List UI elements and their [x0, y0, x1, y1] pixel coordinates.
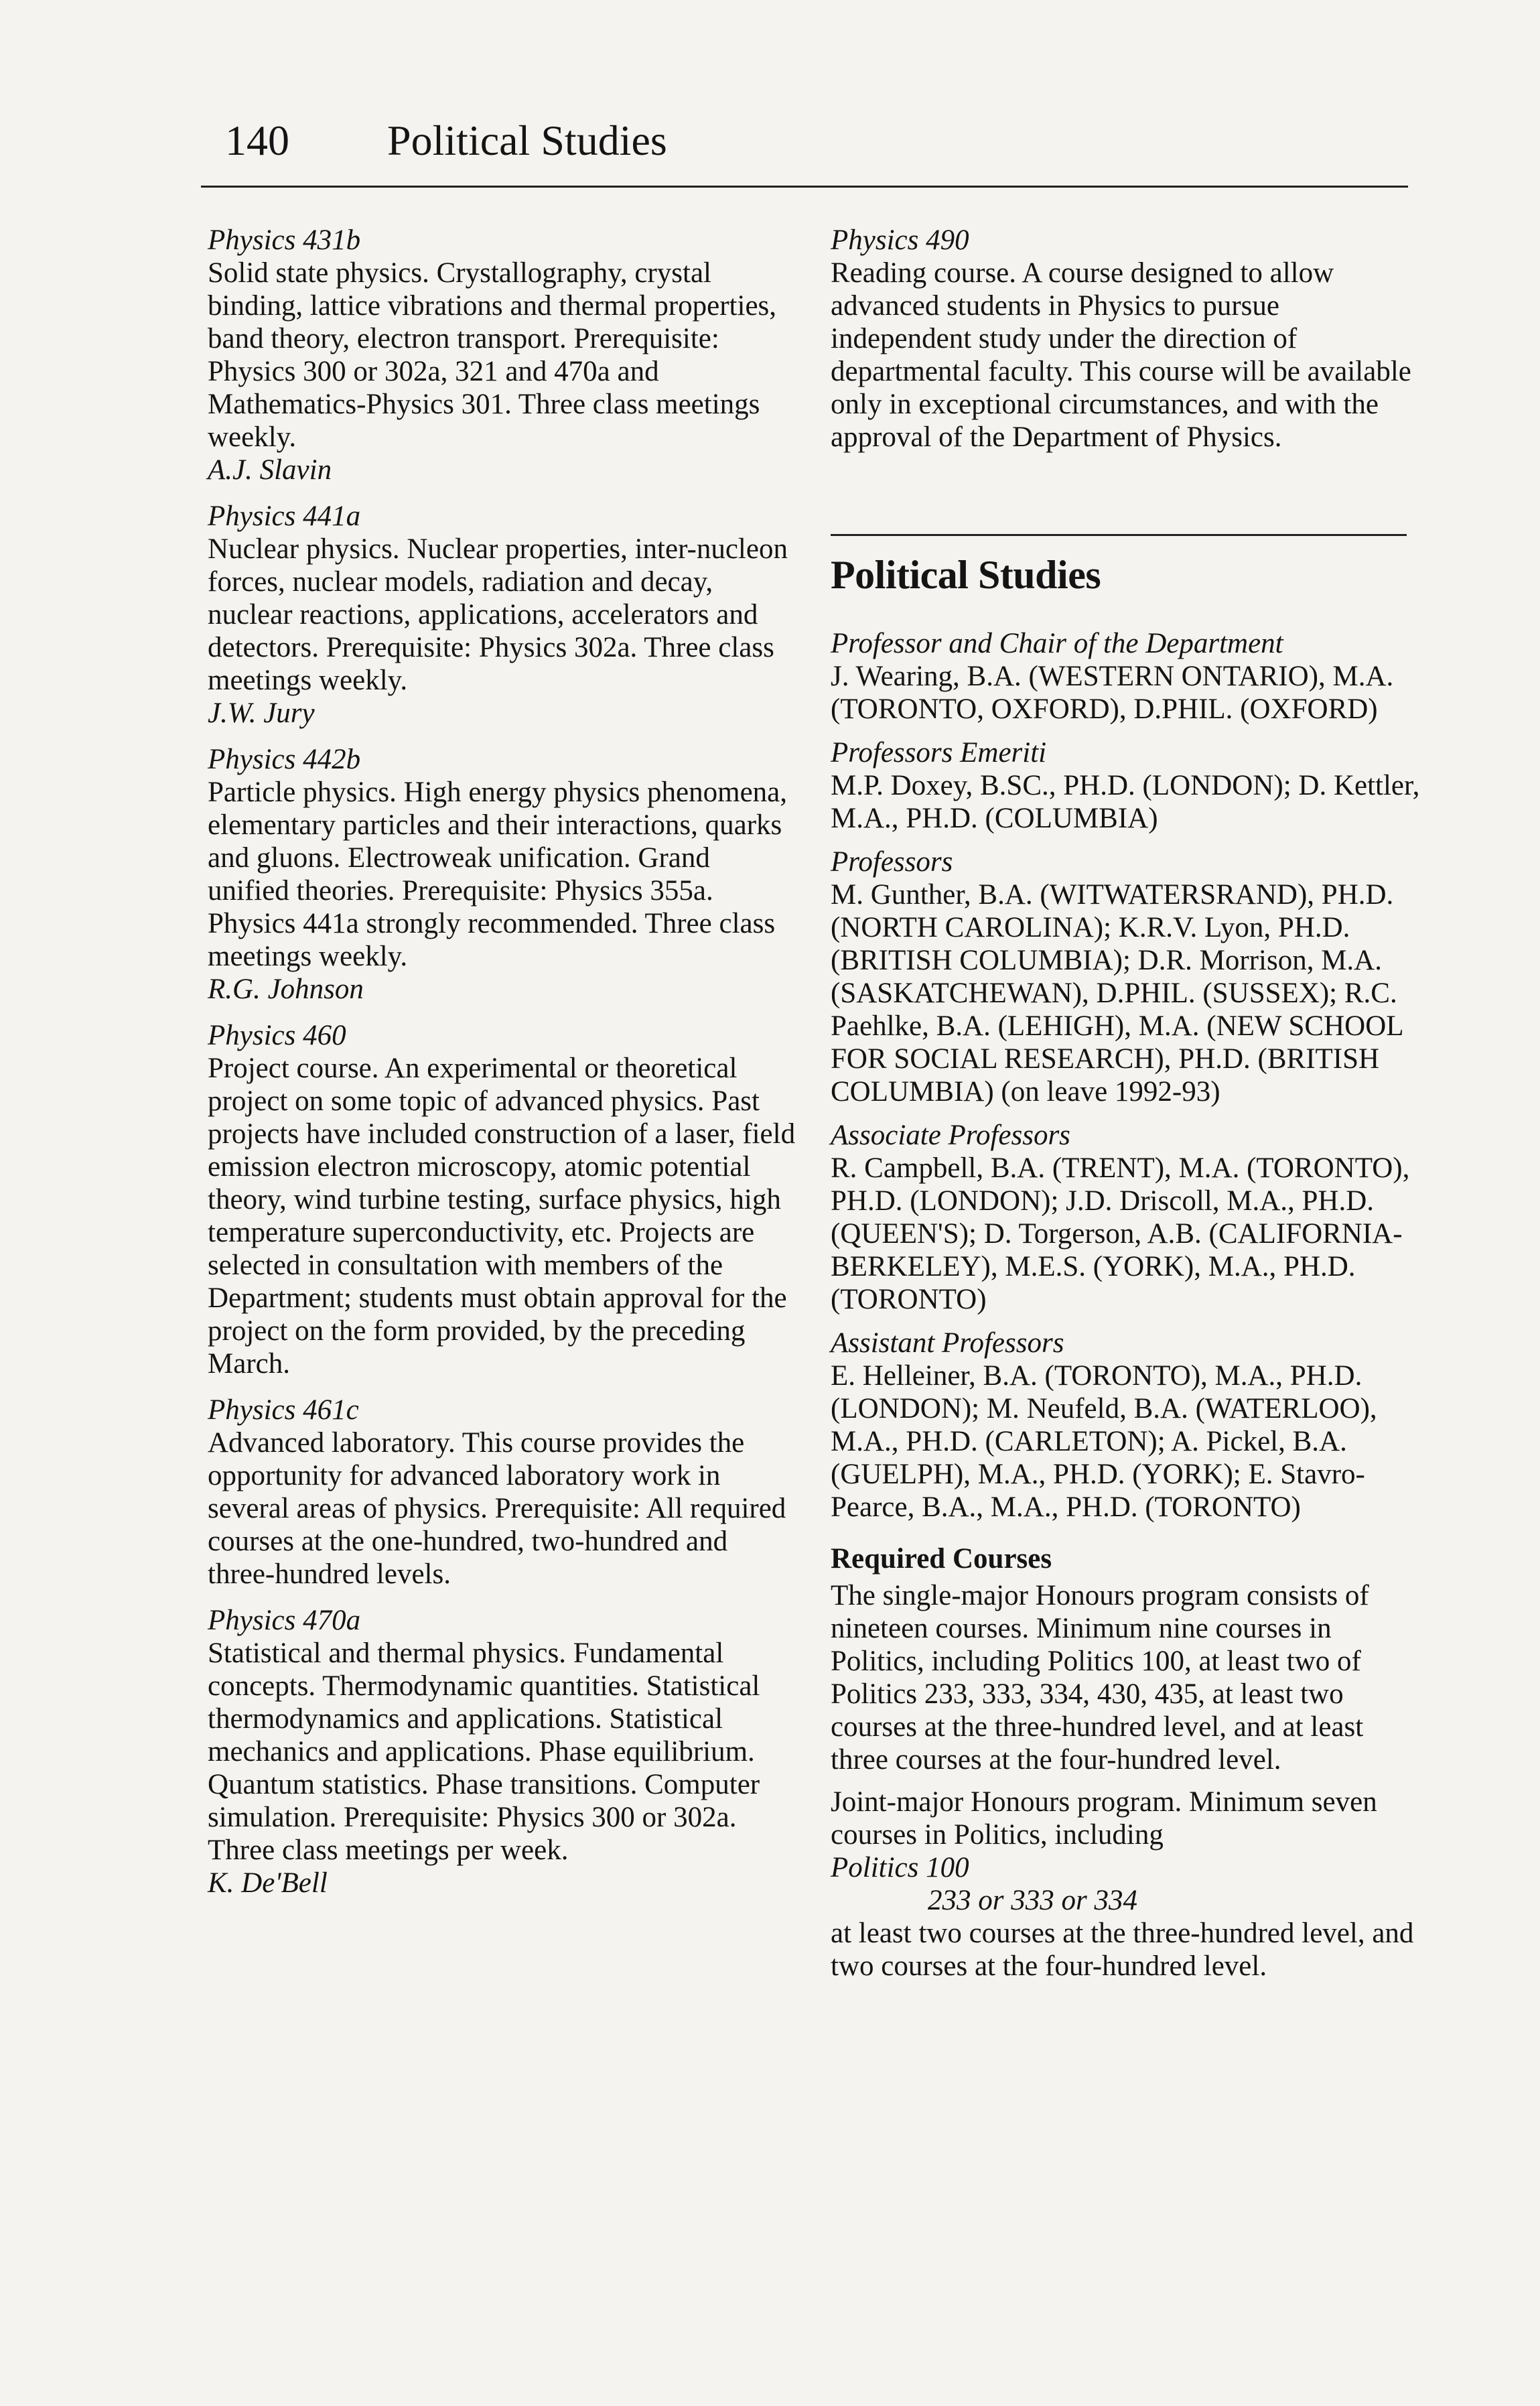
course-title: Physics 460 — [208, 1020, 346, 1051]
faculty-group — [831, 1119, 1420, 1316]
course-title: Physics 461c — [208, 1394, 359, 1426]
course-instructor: K. De'Bell — [208, 1867, 328, 1899]
course-instructor: A.J. Slavin — [208, 454, 332, 486]
faculty-heading: Professors — [831, 846, 953, 878]
course-description: Project course. An experimental or theoretical project on some topic of advanced physics. Past projects have included construction of a laser, field emission electron microscopy, atomic potential theory, wind turbine testing, surface physics, high temperature superconductivity, etc. Projects are selected in consultation with members of the Department; students must obtain approval for the project on the form provided, by the preceding March. — [208, 1053, 796, 1380]
course-description: Particle physics. High energy physics phenomena, elementary particles and their interactions, quarks and gluons. Electroweak unification. Grand unified theories. Prerequisite: Physics 355a. Physics 441a strongly recommended. Three class meetings weekly. — [208, 777, 787, 972]
right-column — [831, 224, 1420, 1983]
course-description: Nuclear physics. Nuclear properties, inter-nucleon forces, nuclear models, radiation and decay, nuclear reactions, applications, accelerators and detectors. Prerequisite: Physics 302a. Three class meetings weekly. — [208, 533, 788, 696]
faculty-group — [831, 627, 1420, 726]
joint-major-course: Politics 100 — [831, 1852, 969, 1883]
page-number: 140 — [225, 117, 289, 164]
course-description: Advanced laboratory. This course provides the opportunity for advanced laboratory work in several areas of physics. Prerequisite: All required courses at the one-hundred, two-hundred and three-hundred levels. — [208, 1427, 786, 1590]
course-entry — [208, 743, 797, 1006]
section-rule — [831, 534, 1407, 536]
course-entry — [208, 1394, 797, 1591]
course-entry — [831, 224, 1420, 454]
section-title: Political Studies — [831, 553, 1101, 597]
faculty-list: R. Campbell, B.A. (TRENT), M.A. (TORONTO), PH.D. (LONDON); J.D. Driscoll, M.A., PH.D. (QUEEN'S); D. Torgerson, A.B. (CALIFORNIA-BERKELEY), M.E.S. (YORK), M.A., PH.D. (TORONTO) — [831, 1152, 1410, 1315]
course-entry — [208, 224, 797, 486]
course-instructor: R.G. Johnson — [208, 974, 364, 1005]
course-description: Statistical and thermal physics. Fundamental concepts. Thermodynamic quantities. Statistical thermodynamics and applications. Statistical mechanics and applications. Phase equilibrium. Quantum statistics. Phase transitions. Computer simulation. Prerequisite: Physics 300 or 302a. Three class meetings per week. — [208, 1638, 760, 1866]
course-instructor: J.W. Jury — [208, 697, 315, 729]
joint-major-course: 233 or 333 or 334 — [928, 1885, 1137, 1916]
faculty-list: M. Gunther, B.A. (WITWATERSRAND), PH.D. (NORTH CAROLINA); K.R.V. Lyon, PH.D. (BRITISH COLUMBIA); D.R. Morrison, M.A. (SASKATCHEWAN), D.PHIL. (SUSSEX); R.C. Paehlke, B.A. (LEHIGH), M.A. (NEW SCHOOL FOR SOCIAL RESEARCH), PH.D. (BRITISH COLUMBIA) (on leave 1992-93) — [831, 879, 1403, 1108]
course-description: Solid state physics. Crystallography, crystal binding, lattice vibrations and thermal properties, band theory, electron transport. Prerequisite: Physics 300 or 302a, 321 and 470a and Mathematics-Physics 301. Three class meetings weekly. — [208, 257, 777, 453]
faculty-group — [831, 736, 1420, 835]
course-title: Physics 470a — [208, 1605, 361, 1636]
course-title: Physics 431b — [208, 224, 361, 256]
course-title: Physics 490 — [831, 224, 969, 256]
faculty-list: E. Helleiner, B.A. (TORONTO), M.A., PH.D. (LONDON); M. Neufeld, B.A. (WATERLOO), M.A., PH.D. (CARLETON); A. Pickel, B.A. (GUELPH), M.A., PH.D. (YORK); E. Stavro-Pearce, B.A., M.A., PH.D. (TORONTO) — [831, 1360, 1377, 1523]
left-column — [208, 224, 797, 1913]
faculty-list: J. Wearing, B.A. (WESTERN ONTARIO), M.A. (TORONTO, OXFORD), D.PHIL. (OXFORD) — [831, 661, 1394, 725]
required-courses-heading: Required Courses — [831, 1543, 1052, 1575]
faculty-heading: Assistant Professors — [831, 1327, 1064, 1359]
course-title: Physics 442b — [208, 744, 361, 775]
faculty-heading: Professor and Chair of the Department — [831, 628, 1283, 659]
joint-major-tail: at least two courses at the three-hundred level, and two courses at the four-hundred level. — [831, 1918, 1414, 1982]
page-header — [213, 114, 1419, 168]
header-rule — [201, 186, 1408, 188]
faculty-group — [831, 1327, 1420, 1524]
running-head: Political Studies — [387, 117, 667, 164]
faculty-heading: Associate Professors — [831, 1120, 1070, 1151]
course-description: Reading course. A course designed to allow advanced students in Physics to pursue independent study under the direction of departmental faculty. This course will be available only in exceptional circumstances, and with the approval of the Department of Physics. — [831, 257, 1411, 453]
course-title: Physics 441a — [208, 500, 361, 532]
course-entry — [208, 1019, 797, 1380]
course-entry — [208, 500, 797, 730]
single-major-paragraph: The single-major Honours program consists of nineteen courses. Minimum nine courses in Politics, including Politics 100, at least two of Politics 233, 333, 334, 430, 435, at least two courses at the three-hundred level, and at least three courses at the four-hundred level. — [831, 1580, 1369, 1776]
faculty-heading: Professors Emeriti — [831, 737, 1047, 768]
joint-major-intro: Joint-major Honours program. Minimum seven courses in Politics, including — [831, 1786, 1377, 1851]
course-entry — [208, 1604, 797, 1899]
faculty-group — [831, 846, 1420, 1108]
faculty-list: M.P. Doxey, B.SC., PH.D. (LONDON); D. Kettler, M.A., PH.D. (COLUMBIA) — [831, 770, 1420, 834]
